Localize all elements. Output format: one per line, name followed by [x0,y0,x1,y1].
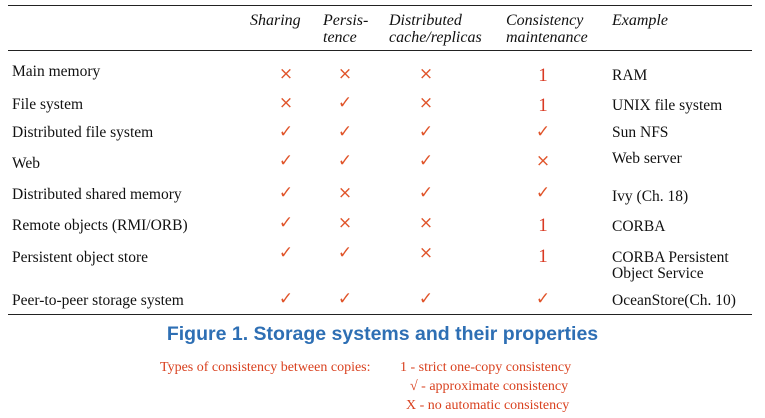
mark-sharing: ✓ [278,122,294,142]
mark-sharing: × [278,64,294,84]
table-header-rule [8,50,752,51]
example-cell: Web server [612,150,682,167]
mark-consistency: 1 [538,246,548,267]
table-row-label: Distributed shared memory [12,186,182,203]
mark-cache: × [418,243,434,263]
example-cell: RAM [612,67,648,84]
figure-caption: Figure 1. Storage systems and their properties [166,323,599,345]
mark-persistence: ✓ [337,289,353,309]
mark-sharing: ✓ [278,213,294,233]
legend-intro: Types of consistency between copies: [160,360,371,375]
example-cell: OceanStore(Ch. 10) [612,292,736,309]
legend-strict: 1 - strict one-copy consistency [400,360,572,375]
mark-sharing: ✓ [278,151,294,171]
mark-sharing: ✓ [278,243,294,263]
mark-sharing: ✓ [278,289,294,309]
mark-persistence: ✓ [337,151,353,171]
example-cell: CORBA [612,218,666,235]
table-row-label: Remote objects (RMI/ORB) [12,217,188,234]
mark-cache: × [418,64,434,84]
header-example: Example [612,12,668,29]
example-cell: Sun NFS [612,124,669,141]
example-cell: Ivy (Ch. 18) [612,188,689,205]
mark-consistency: ✓ [535,289,551,309]
mark-consistency: 1 [538,65,548,86]
mark-cache: × [418,93,434,113]
mark-cache: × [418,213,434,233]
mark-sharing: ✓ [278,183,294,203]
mark-cache: ✓ [418,289,434,309]
mark-consistency: ✓ [535,122,551,142]
header-sharing: Sharing [250,12,301,29]
mark-consistency: 1 [538,95,548,116]
table-row-label: Distributed file system [12,124,154,141]
mark-persistence: × [337,183,353,203]
legend-none: X - no automatic consistency [406,398,570,413]
mark-cache: ✓ [418,183,434,203]
mark-consistency: 1 [538,215,548,236]
header-cache-replicas: Distributed cache/replicas [389,12,482,46]
header-consistency: Consistency maintenance [506,12,588,46]
table-row-label: Web [12,155,41,172]
mark-consistency: ✓ [535,183,551,203]
table-bottom-rule [8,314,752,315]
mark-persistence: ✓ [337,122,353,142]
mark-cache: ✓ [418,122,434,142]
header-persistence: Persis- tence [323,12,369,46]
mark-persistence: × [337,64,353,84]
example-cell: UNIX file system [612,97,723,114]
table-row-label: File system [12,96,84,113]
table-row-label: Peer-to-peer storage system [12,292,184,309]
mark-cache: ✓ [418,151,434,171]
mark-consistency: × [535,151,551,171]
table-row-label: Persistent object store [12,249,149,266]
example-cell: CORBA Persistent Object Service [612,249,729,282]
table-row-label: Main memory [12,63,101,80]
mark-sharing: × [278,93,294,113]
table-top-rule [8,5,752,6]
mark-persistence: ✓ [337,93,353,113]
mark-persistence: × [337,213,353,233]
legend-approximate: √ - approximate consistency [410,379,569,394]
mark-persistence: ✓ [337,243,353,263]
